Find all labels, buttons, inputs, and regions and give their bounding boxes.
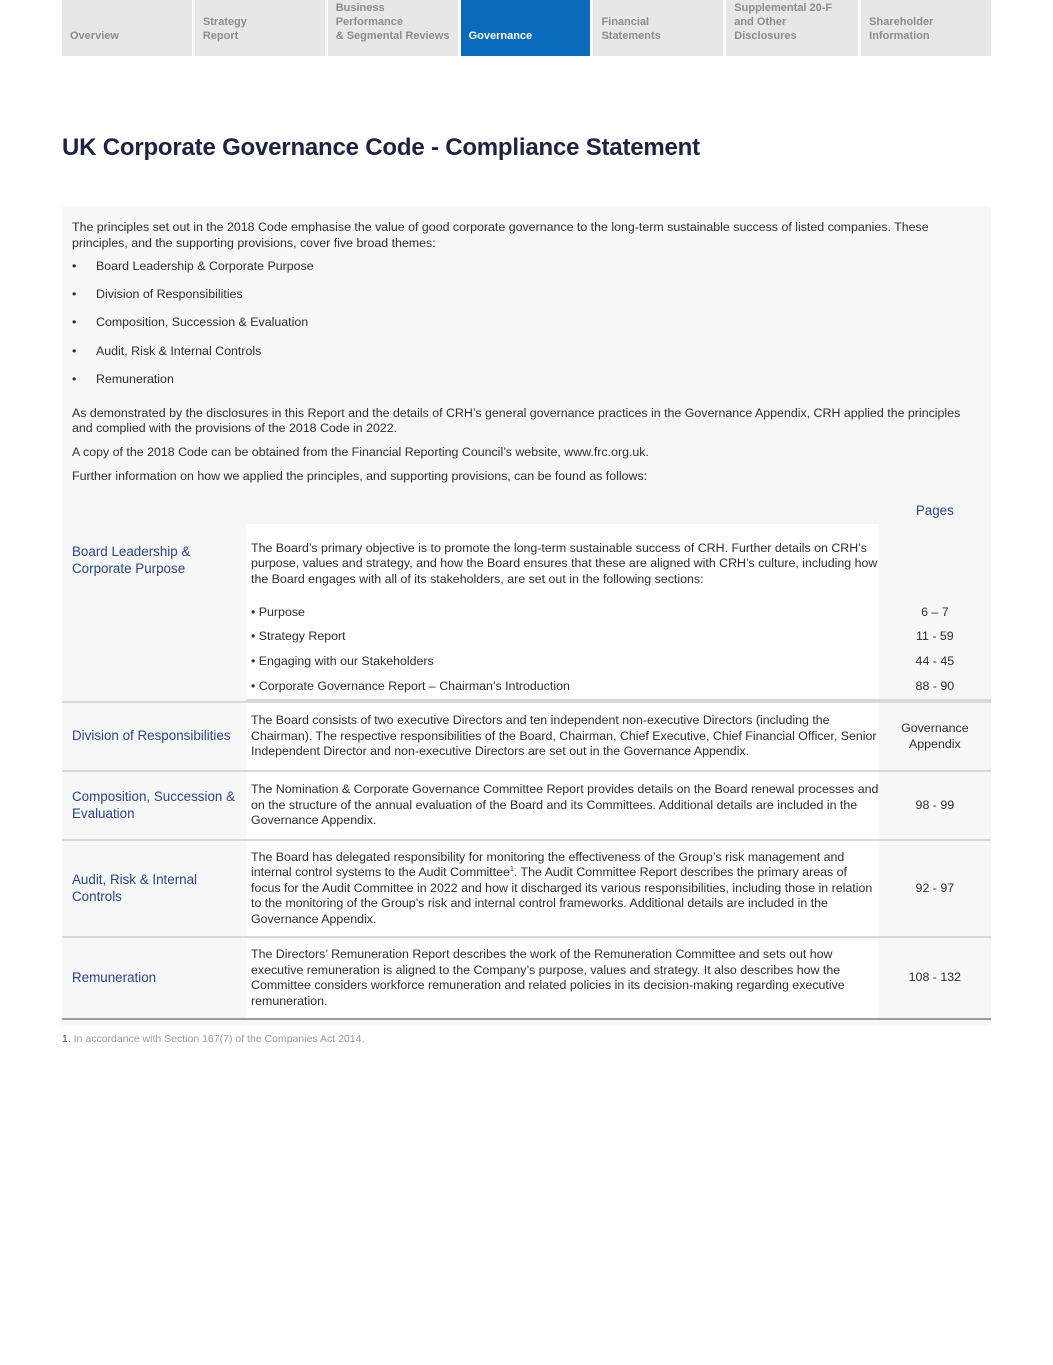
- tab-label-line: Financial: [601, 16, 650, 28]
- code-copy-paragraph: A copy of the 2018 Code can be obtained from the Financial Reporting Council’s website, www.frc.org.uk.: [72, 444, 649, 459]
- board-item-label: • Strategy Report: [246, 625, 879, 649]
- board-item-label: • Purpose: [246, 600, 879, 625]
- theme-division-of-responsibilities: Division of Responsibilities: [62, 702, 246, 771]
- themes-list: [72, 259, 981, 400]
- tab-business-performance[interactable]: [328, 0, 458, 56]
- tab-label-line: Statements: [601, 30, 661, 42]
- theme-audit-risk: Audit, Risk & Internal Controls: [62, 840, 246, 937]
- tab-label-line: Business Performance: [335, 2, 403, 28]
- board-item-label: • Engaging with our Stakeholders: [246, 649, 879, 674]
- tab-label-line: Information: [869, 30, 930, 42]
- remuneration-pages: 108 - 132: [879, 937, 991, 1019]
- intro-paragraph: The principles set out in the 2018 Code emphasise the value of good corporate governance to the long-term sustainable success of listed companies. These principles, and the supporting provisions, cover five broad themes:: [72, 220, 929, 250]
- tab-shareholder-information[interactable]: [861, 0, 991, 56]
- list-item: • Board Leadership & Corporate Purpose: [72, 259, 981, 287]
- board-item-label: • Corporate Governance Report – Chairman’s Introduction: [246, 674, 879, 700]
- table-row: [62, 840, 991, 937]
- theme-remuneration: Remuneration: [62, 937, 246, 1019]
- footnote: [62, 1033, 364, 1045]
- list-item: • Composition, Succession & Evaluation: [72, 315, 981, 343]
- list-item: • Audit, Risk & Internal Controls: [72, 344, 981, 372]
- tab-overview[interactable]: [62, 0, 192, 56]
- tab-label-line: Governance: [468, 30, 533, 42]
- tab-label-line: Supplemental 20-F: [734, 2, 833, 14]
- board-item-pages: 44 - 45: [915, 653, 955, 668]
- audit-description-part: The Board has delegated responsibility for monitoring the effectiveness of the Group’s risk management and internal control systems to the Audit Committee: [251, 849, 845, 880]
- audit-description-part: . The Audit Committee Report describes the primary areas of focus for the Audit Committee in 2022 and how it discharged its various responsibilities, including those in relation to the monitoring of the Group’s risk and internal control frameworks. Additional details are included in the Governance Appendix.: [251, 865, 873, 926]
- list-item: • Remuneration: [72, 372, 981, 400]
- board-description: The Board’s primary objective is to promote the long-term sustainable success of CRH. Further details on CRH’s purpose, values and strategy, and how the Board ensures that these are aligned with CRH’s culture, including how the Board engages with all of its stakeholders, are set out in the following sections:: [246, 524, 879, 600]
- tab-label-line: Overview: [70, 30, 119, 42]
- board-item-pages: 6 – 7: [921, 604, 949, 619]
- division-description: The Board consists of two executive Directors and ten independent non-executive Directors (including the Chairman). The respective responsibilities of the Board, Chairman, Chief Executive, Chief Financial Officer, Senior Independent Director and non-executive Directors are set out in the Governance Appendix.: [246, 702, 879, 771]
- theme-composition-succession: Composition, Succession & Evaluation: [62, 771, 246, 840]
- composition-description: The Nomination & Corporate Governance Committee Report provides details on the Board renewal processes and on the structure of the annual evaluation of the Board and its Committees. Additional details are included in the Governance Appendix.: [246, 771, 879, 840]
- remuneration-description: The Directors’ Remuneration Report describes the work of the Remuneration Committee and sets out how executive remuneration is aligned to the Company’s purpose, values and strategy. It also describes how the Committee considers workforce remuneration and related policies in its decision-making regarding executive remuneration.: [246, 937, 879, 1019]
- tab-label-line: and Other Disclosures: [734, 16, 797, 42]
- table-row: [62, 524, 991, 600]
- page-title: UK Corporate Governance Code - Compliance Statement: [62, 134, 700, 161]
- footnote-marker: 1: [509, 866, 514, 874]
- list-item: • Division of Responsibilities: [72, 287, 981, 315]
- tab-label-line: Report: [202, 30, 239, 42]
- pages-column-header: Pages: [915, 503, 954, 519]
- footnote-text: In accordance with Section 167(7) of the Companies Act 2014.: [70, 1033, 365, 1045]
- audit-description: [246, 840, 879, 937]
- tab-label-line: & Segmental Reviews: [335, 30, 450, 42]
- section-nav: [62, 0, 991, 56]
- further-info-paragraph: Further information on how we applied the principles, and supporting provisions, can be found as follows:: [72, 469, 648, 484]
- table-row: [62, 937, 991, 1019]
- tab-strategy-report[interactable]: [195, 0, 325, 56]
- board-item-pages: 11 - 59: [916, 629, 954, 644]
- tab-financial-statements[interactable]: [593, 0, 723, 56]
- division-pages: Governance Appendix: [879, 702, 991, 771]
- table-row: [62, 771, 991, 840]
- theme-board-leadership: Board Leadership & Corporate Purpose: [72, 544, 191, 576]
- audit-pages: 92 - 97: [879, 840, 991, 937]
- compliance-paragraph: As demonstrated by the disclosures in this Report and the details of CRH’s general governance practices in the Governance Appendix, CRH applied the principles and complied with the provisions of the 2018 Code in 2022.: [72, 405, 961, 436]
- footnote-number: 1.: [62, 1033, 71, 1045]
- tab-supplemental-20f[interactable]: [726, 0, 858, 56]
- tab-governance[interactable]: [461, 0, 591, 56]
- table-row: [62, 702, 991, 771]
- board-item-pages: 88 - 90: [879, 674, 991, 700]
- tab-label-line: Shareholder: [869, 16, 934, 28]
- compliance-table: [62, 498, 991, 1020]
- tab-label-line: Strategy: [202, 16, 247, 28]
- table-header-row: [62, 498, 991, 524]
- composition-pages: 98 - 99: [879, 771, 991, 840]
